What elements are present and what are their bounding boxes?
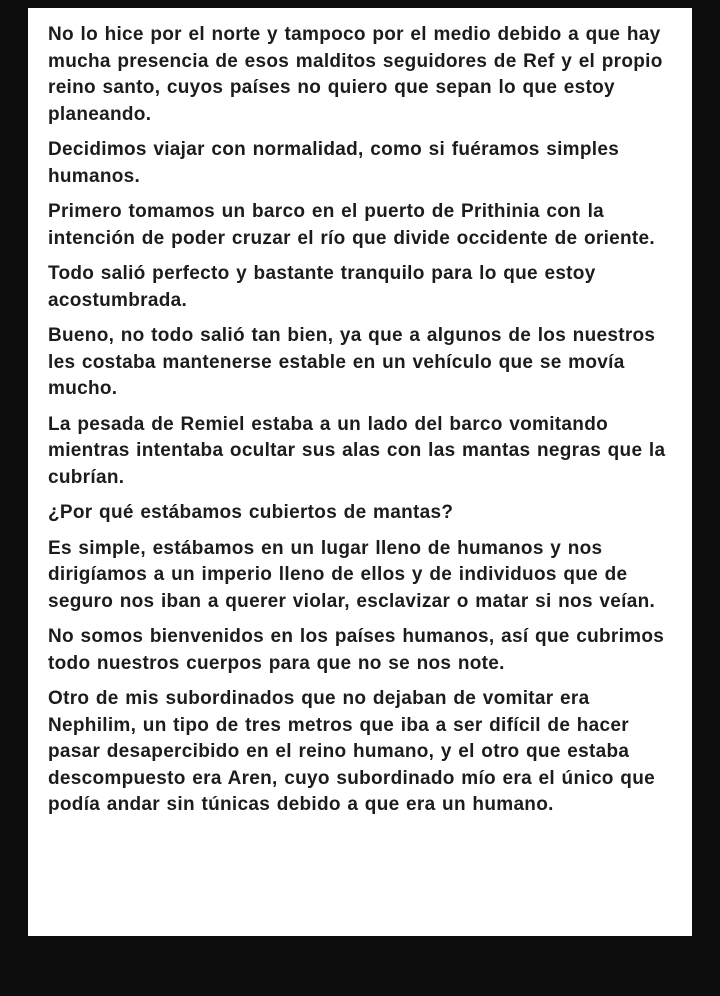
paragraph: Primero tomamos un barco en el puerto de Prithinia con la intención de poder cruzar el río que divide occidente de oriente. [48, 201, 656, 249]
paragraph: Es simple, estábamos en un lugar lleno de humanos y nos dirigíamos a un imperio lleno de ellos y de individuos que de seguro nos iban a querer violar, esclavizar o matar si nos veían. [48, 537, 656, 612]
paragraph: Bueno, no todo salió tan bien, ya que a algunos de los nuestros les costaba mantenerse estable en un vehículo que se movía mucho. [48, 325, 656, 399]
paragraph: La pesada de Remiel estaba a un lado del barco vomitando mientras intentaba ocultar sus alas con las mantas negras que la cubrían. [48, 413, 666, 488]
paragraph: Otro de mis subordinados que no dejaban de vomitar era Nephilim, un tipo de tres metros que iba a ser difícil de hacer pasar desapercibido en el reino humano, y el otro que estaba descompuesto era Aren, cuyo subordinado mío era el único que podía andar sin túnicas debido a que era un humano. [48, 688, 655, 815]
paragraph: No lo hice por el norte y tampoco por el medio debido a que hay mucha presencia de esos malditos seguidores de Ref y el propio reino santo, cuyos países no quiero que sepan lo que estoy planeando. [48, 24, 663, 125]
paragraph: ¿Por qué estábamos cubiertos de mantas? [48, 502, 454, 523]
paragraph: Decidimos viajar con normalidad, como si fuéramos simples humanos. [48, 139, 620, 187]
paragraph: No somos bienvenidos en los países humanos, así que cubrimos todo nuestros cuerpos para que no se nos note. [48, 626, 665, 674]
reader-page[interactable] [28, 8, 692, 936]
paragraph: Todo salió perfecto y bastante tranquilo para lo que estoy acostumbrada. [48, 263, 596, 311]
